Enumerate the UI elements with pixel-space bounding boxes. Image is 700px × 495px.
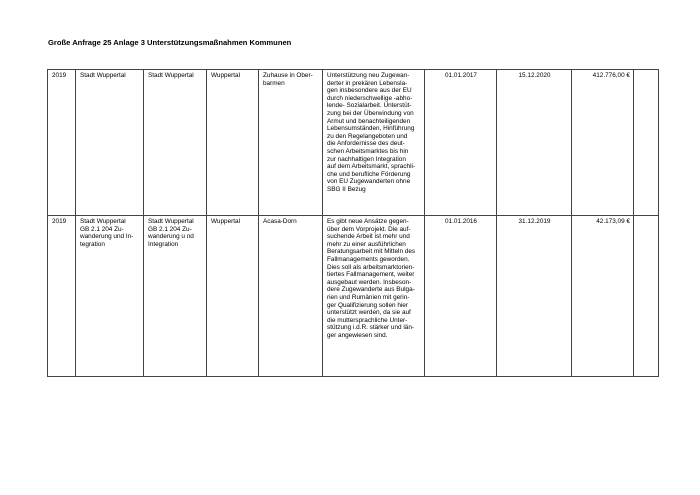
cell-year: 2019	[48, 70, 76, 216]
cell-description: Unterstützung neu Zugewan- derter in prekären Lebensla- gen insbesondere aus der EU durch niederschwellige -abho- lende- Sozialarbeit. Unterstüt- zung bei der Überwindung von Armut und benachteiligenden Lebensumständen, Hinführung zu den Regelangeboten und die Anfordernisse des deut- schen Arbeitsmarktes bis hin zur nachhaltigen Integration auf dem Arbeitsmarkt, sprachli- che und berufliche Förderung von EU Zugewanderten ohne SBG II Bezug	[323, 70, 425, 216]
table-row	[48, 70, 659, 216]
cell-amount: 42.173,09 €	[572, 216, 634, 377]
cell-end-date: 31.12.2019	[497, 216, 572, 377]
cell-start-date: 01.01.2016	[425, 216, 497, 377]
cell-year: 2019	[48, 216, 76, 377]
cell-location: Wuppertal	[207, 216, 259, 377]
cell-description: Es gibt neue Ansätze gegen- über dem Vorprojekt. Die auf- suchende Arbeit ist mehr und mehr zu einer ausführlichen Beratungsarbeit mit Mitteln des Fallmanagements geworden. Dies soll als arbeitsmarktorien- tiertes Fallmanagement, weiter ausgebaut werden. Insbeson- dere Zugewanderte aus Bulga- rien und Rumänien mit gerin- ger Qualifizierung sollen hier unterstützt werden, da sie auf die muttersprachliche Unter- stützung i.d.R. stärker und län- ger angewiesen sind.	[323, 216, 425, 377]
measures-table	[47, 69, 659, 377]
cell-extra	[634, 216, 659, 377]
cell-executing-body: Stadt Wuppertal	[144, 70, 207, 216]
cell-end-date: 15.12.2020	[497, 70, 572, 216]
cell-location: Wuppertal	[207, 70, 259, 216]
cell-project: Zuhause in Ober- barmen	[259, 70, 323, 216]
table-row	[48, 216, 659, 377]
cell-applicant: Stadt Wuppertal	[76, 70, 144, 216]
cell-applicant: Stadt Wuppertal GB 2.1 204 Zu- wanderung und In- tegration	[76, 216, 144, 377]
document-title: Große Anfrage 25 Anlage 3 Unterstützungsmaßnahmen Kommunen	[48, 38, 292, 47]
cell-extra	[634, 70, 659, 216]
cell-project: Acasa-Dorn	[259, 216, 323, 377]
cell-executing-body: Stadt Wuppertal GB 2.1 204 Zu- wanderung u nd Integration	[144, 216, 207, 377]
cell-start-date: 01.01.2017	[425, 70, 497, 216]
cell-amount: 412.776,00 €	[572, 70, 634, 216]
